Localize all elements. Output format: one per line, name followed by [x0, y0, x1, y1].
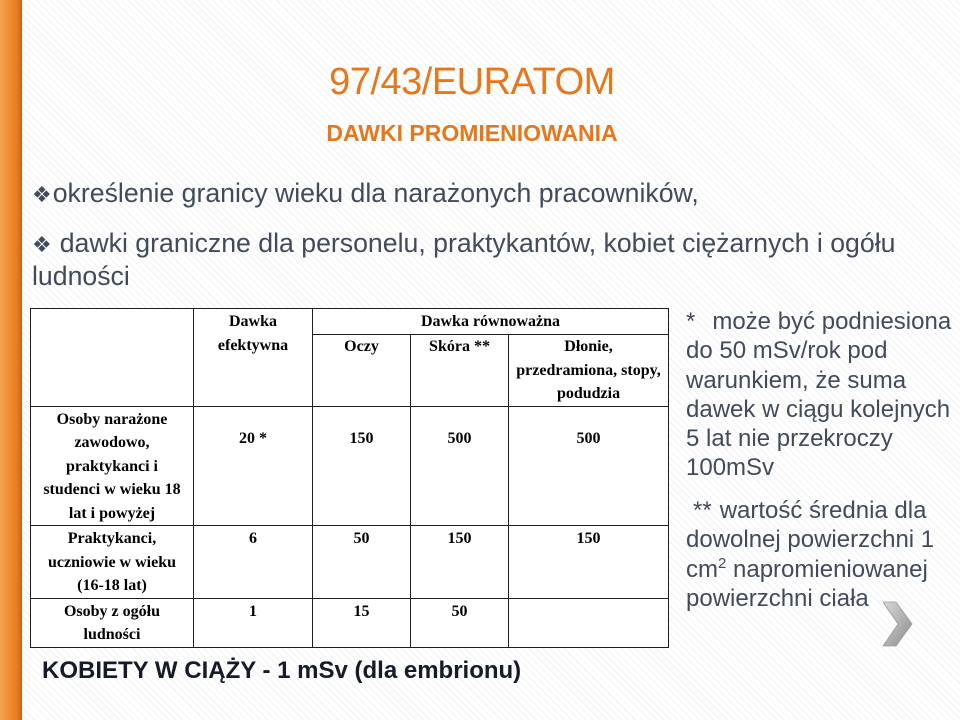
chevron-right-icon — [878, 598, 918, 650]
bullet-item-age-limit — [32, 178, 935, 211]
table-row — [31, 598, 669, 647]
eyes-dose-value: 150 — [313, 406, 411, 526]
pregnancy-dose-note: KOBIETY W CIĄŻY - 1 mSv (dla embrionu) — [42, 657, 522, 684]
extremities-dose-value: 500 — [509, 406, 669, 526]
orange-side-bar — [0, 0, 22, 720]
header-equivalent-dose: Dawka równoważna — [313, 309, 669, 335]
dose-limits-table — [30, 308, 669, 648]
superscript-exponent: 2 — [718, 554, 727, 572]
effective-dose-value: 6 — [194, 526, 313, 599]
skin-dose-value: 50 — [411, 598, 509, 647]
table-row — [31, 526, 669, 599]
footnote-text-continued: napromieniowanej powierzchni ciała — [686, 555, 928, 612]
effective-dose-value: 1 — [194, 598, 313, 647]
footnote-effective-dose — [686, 307, 956, 483]
bullet-text: dawki graniczne dla personelu, praktykantów, kobiet ciężarnych i ogółu ludności — [32, 228, 896, 291]
row-label: Praktykanci, uczniowie w wieku (16-18 lat) — [31, 526, 194, 599]
footnote-marker: ** — [693, 497, 712, 524]
table-corner-cell — [31, 309, 194, 407]
row-label: Osoby narażone zawodowo, praktykanci i studenci w wieku 18 lat i powyżej — [31, 406, 194, 526]
footnote-text: wartość średnia dla dowolnej powierzchni 1 cm — [686, 497, 935, 583]
extremities-dose-value — [509, 598, 669, 647]
footnote-text: może być podniesiona do 50 mSv/rok pod warunkiem, że suma dawek w ciągu kolejnych 5 lat nie przekroczy 100mSv — [686, 308, 952, 482]
bullet-text: określenie granicy wieku dla narażonych pracowników, — [52, 178, 699, 208]
footnote-skin-dose — [686, 496, 956, 613]
header-skin: Skóra ** — [411, 335, 509, 407]
header-eyes: Oczy — [313, 335, 411, 407]
header-effective-dose: Dawka efektywna — [194, 309, 313, 407]
skin-dose-value: 500 — [411, 406, 509, 526]
row-label: Osoby z ogółu ludności — [31, 598, 194, 647]
effective-dose-value: 20 * — [194, 406, 313, 526]
diamond-bullet-icon — [32, 178, 52, 208]
chevron-shape — [883, 602, 912, 646]
slide-subtitle: DAWKI PROMIENIOWANIA — [326, 120, 618, 146]
header-extremities: Dłonie, przedramiona, stopy, podudzia — [509, 335, 669, 407]
table-header-row — [31, 309, 669, 335]
bullet-item-dose-limits — [32, 228, 935, 292]
footnote-marker: * — [686, 308, 696, 335]
extremities-dose-value: 150 — [509, 526, 669, 599]
table-row — [31, 406, 669, 526]
slide-title: 97/43/EURATOM — [329, 61, 615, 103]
diamond-bullet-icon — [32, 228, 52, 258]
skin-dose-value: 150 — [411, 526, 509, 599]
eyes-dose-value: 15 — [313, 598, 411, 647]
eyes-dose-value: 50 — [313, 526, 411, 599]
